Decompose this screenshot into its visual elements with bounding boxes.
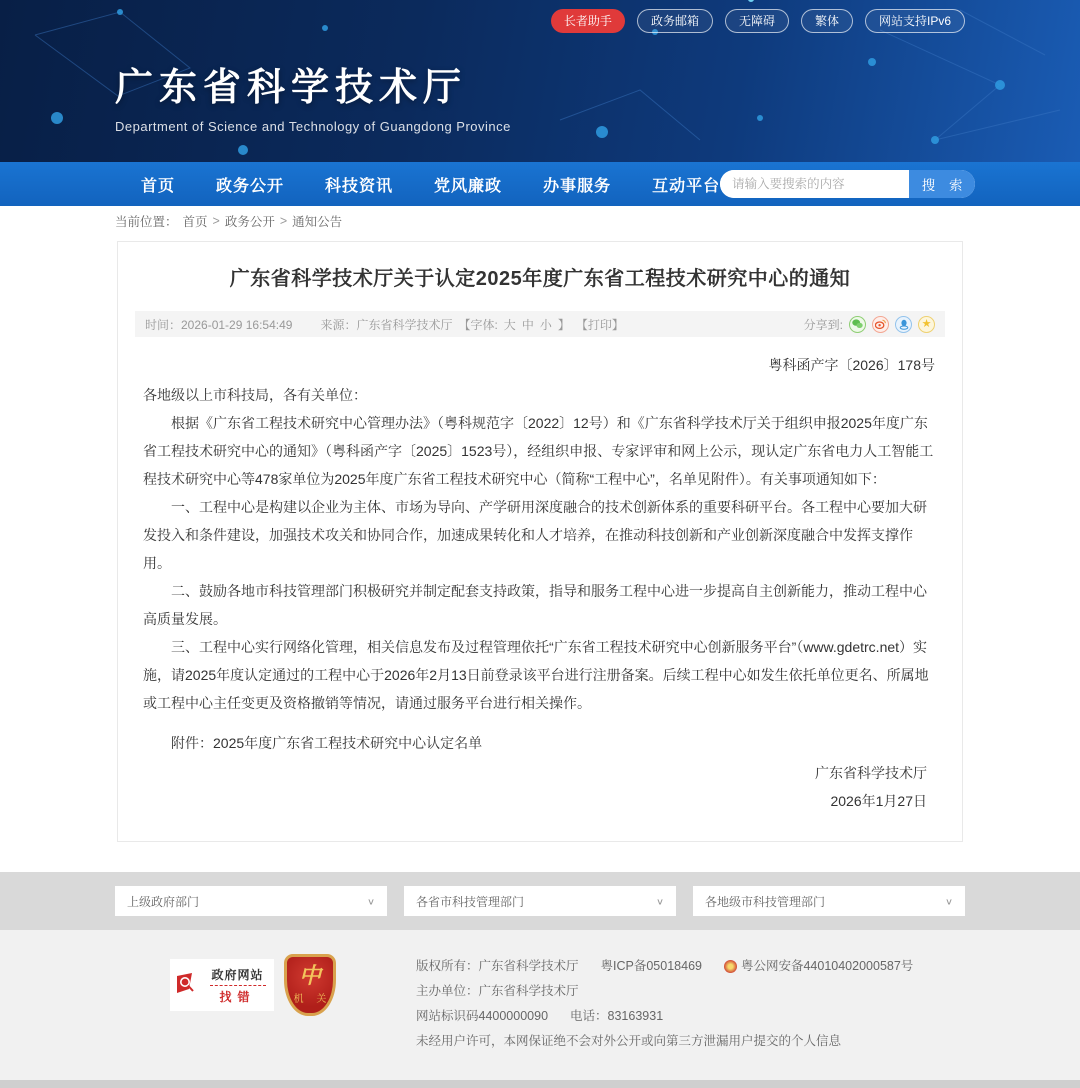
nav-item-gov-affairs[interactable]: 政务公开 bbox=[216, 177, 285, 195]
print-button[interactable]: 【打印】 bbox=[575, 317, 624, 332]
breadcrumb-bar bbox=[0, 206, 1080, 236]
document-number: 粤科函产字〔2026〕178号 bbox=[768, 357, 935, 373]
weibo-share-icon[interactable] bbox=[872, 316, 889, 333]
topbar bbox=[115, 0, 965, 42]
chevron-down-icon: ∨ bbox=[366, 896, 375, 907]
select-label: 上级政府部门 bbox=[127, 894, 200, 909]
topbar-link-accessibility[interactable]: 无障碍 bbox=[725, 9, 789, 33]
article-paragraph: 根据《广东省工程技术研究中心管理办法》（粤科规范字〔2022〕12号）和《广东省科学技术厅关于组织申报2025年度广东省工程技术研究中心的通知》（粤科函产字〔2025〕1523号），经组织申报、专家评审和网上公示，现认定广东省电力人工智能工程技术研究中心等478家单位为2025年度广东省工程技术研究中心（简称“工程中心”，名单见附件）。有关事项通知如下： bbox=[143, 415, 934, 487]
font-size-large-button[interactable]: 大 bbox=[503, 317, 516, 332]
select-label: 各地级市科技管理部门 bbox=[705, 894, 826, 909]
wechat-share-icon[interactable] bbox=[849, 316, 866, 333]
attachment-link[interactable]: 附件：2025年度广东省工程技术研究中心认定名单 bbox=[171, 735, 483, 751]
nav-item-home[interactable]: 首页 bbox=[141, 177, 176, 195]
article-time: 时间：2026-01-29 16:54:49 bbox=[145, 317, 293, 332]
article-card bbox=[117, 241, 963, 842]
public-security-badge-icon bbox=[724, 960, 737, 973]
article-source: 来源：广东省科学技术厅 bbox=[320, 317, 453, 332]
footer-phone: 电话：83163931 bbox=[570, 1009, 664, 1023]
article-salutation: 各地级以上市科技局，各有关单位： bbox=[143, 387, 367, 403]
breadcrumb-notices[interactable]: 通知公告 bbox=[292, 215, 343, 229]
party-gov-agency-shield-badge[interactable] bbox=[284, 954, 336, 1016]
article-paragraph: 三、工程中心实行网络化管理，相关信息发布及过程管理依托“广东省工程技术研究中心创新服务平台”（www.gdetrc.net）实施，请2025年度认定通过的工程中心于2026年2月13日前登录该平台进行注册备案。后续工程中心如发生依托单位更名、所属地或工程中心主任变更及资格撤销等情况，请通过服务平台进行相关操作。 bbox=[143, 639, 929, 711]
breadcrumb-home[interactable]: 首页 bbox=[182, 215, 208, 229]
search-input[interactable] bbox=[720, 170, 909, 198]
search-button[interactable]: 搜 索 bbox=[909, 170, 975, 198]
chevron-down-icon: ∨ bbox=[655, 896, 664, 907]
main-navbar bbox=[0, 162, 1080, 206]
font-size-label-close: 】 bbox=[557, 317, 570, 332]
select-label: 各省市科技管理部门 bbox=[416, 894, 525, 909]
nav-item-services[interactable]: 办事服务 bbox=[543, 177, 612, 195]
footer bbox=[0, 930, 1080, 1080]
article-meta-bar bbox=[135, 311, 945, 337]
friendly-links-band bbox=[0, 872, 1080, 930]
font-size-medium-button[interactable]: 中 bbox=[521, 317, 534, 332]
article-body bbox=[135, 381, 945, 815]
agency-emblem-icon: 中 bbox=[298, 963, 321, 988]
site-title: 广东省科学技术厅 bbox=[115, 67, 468, 109]
chevron-down-icon: ∨ bbox=[944, 896, 953, 907]
breadcrumb-gov-affairs[interactable]: 政务公开 bbox=[224, 215, 275, 229]
elder-helper-button[interactable]: 长者助手 bbox=[551, 9, 625, 33]
signature-agency: 广东省科学技术厅 bbox=[815, 765, 927, 781]
footer-privacy-statement: 未经用户许可，本网保证绝不会对外公开或向第三方泄漏用户提交的个人信息 bbox=[416, 1034, 842, 1048]
main-content bbox=[0, 241, 1080, 872]
footer-security-link[interactable] bbox=[724, 954, 913, 979]
page-bottom-strip bbox=[0, 1080, 1080, 1088]
breadcrumb-separator: > bbox=[212, 214, 220, 228]
magnifier-icon bbox=[176, 972, 202, 998]
topbar-link-traditional[interactable]: 繁体 bbox=[801, 9, 853, 33]
article-paragraph: 二、鼓励各地市科技管理部门积极研究并制定配套支持政策，指导和服务工程中心进一步提高自主创新能力，推动工程中心高质量发展。 bbox=[143, 583, 927, 627]
error-badge-title: 政府网站 bbox=[211, 967, 264, 982]
select-superior-gov-departments[interactable] bbox=[115, 886, 387, 916]
nav-item-party-conduct[interactable]: 党风廉政 bbox=[434, 177, 503, 195]
topbar-link-gov-mail[interactable]: 政务邮箱 bbox=[637, 9, 713, 33]
select-city-sci-tech-departments[interactable] bbox=[693, 886, 965, 916]
share-label: 分享到: bbox=[803, 317, 843, 332]
article-paragraph: 一、工程中心是构建以企业为主体、市场为导向、产学研用深度融合的技术创新体系的重要科研平台。各工程中心要加大研发投入和条件建设，加强技术攻关和协同合作，加速成果转化和人才培养，在推动科技创新和产业创新深度融合中发挥支撑作用。 bbox=[143, 499, 927, 571]
search-box bbox=[720, 170, 975, 198]
nav-item-interaction[interactable]: 互动平台 bbox=[652, 177, 721, 195]
topbar-link-ipv6[interactable]: 网站支持IPv6 bbox=[865, 9, 965, 33]
article-title: 广东省科学技术厅关于认定2025年度广东省工程技术研究中心的通知 bbox=[229, 268, 851, 290]
font-size-small-button[interactable]: 小 bbox=[539, 317, 552, 332]
gov-site-error-report-badge[interactable] bbox=[170, 959, 274, 1011]
qq-share-icon[interactable] bbox=[895, 316, 912, 333]
site-banner bbox=[0, 0, 1080, 162]
nav-item-tech-news[interactable]: 科技资讯 bbox=[325, 177, 394, 195]
footer-icp-link[interactable]: 粤ICP备05018469 bbox=[600, 959, 702, 973]
agency-badge-text: 机 关 bbox=[293, 994, 332, 1005]
breadcrumb-label: 当前位置： bbox=[115, 215, 178, 229]
select-provincial-sci-tech-departments[interactable] bbox=[404, 886, 676, 916]
font-size-label: 【字体: bbox=[458, 317, 498, 332]
footer-host: 主办单位：广东省科学技术厅 bbox=[416, 984, 579, 998]
breadcrumb-separator: > bbox=[279, 214, 288, 228]
signature-date: 2026年1月27日 bbox=[830, 793, 927, 809]
breadcrumb bbox=[115, 206, 965, 236]
error-badge-subtitle: 找错 bbox=[219, 989, 256, 1004]
footer-security-text: 粤公网安备44010402000587号 bbox=[740, 959, 914, 973]
site-subtitle: Department of Science and Technology of Guangdong Province bbox=[115, 119, 511, 134]
favorite-star-icon[interactable]: ★ bbox=[918, 316, 935, 333]
footer-site-code: 网站标识码4400000090 bbox=[416, 1009, 549, 1023]
footer-copyright: 版权所有：广东省科学技术厅 bbox=[416, 959, 579, 973]
notification-dot bbox=[748, 0, 754, 2]
